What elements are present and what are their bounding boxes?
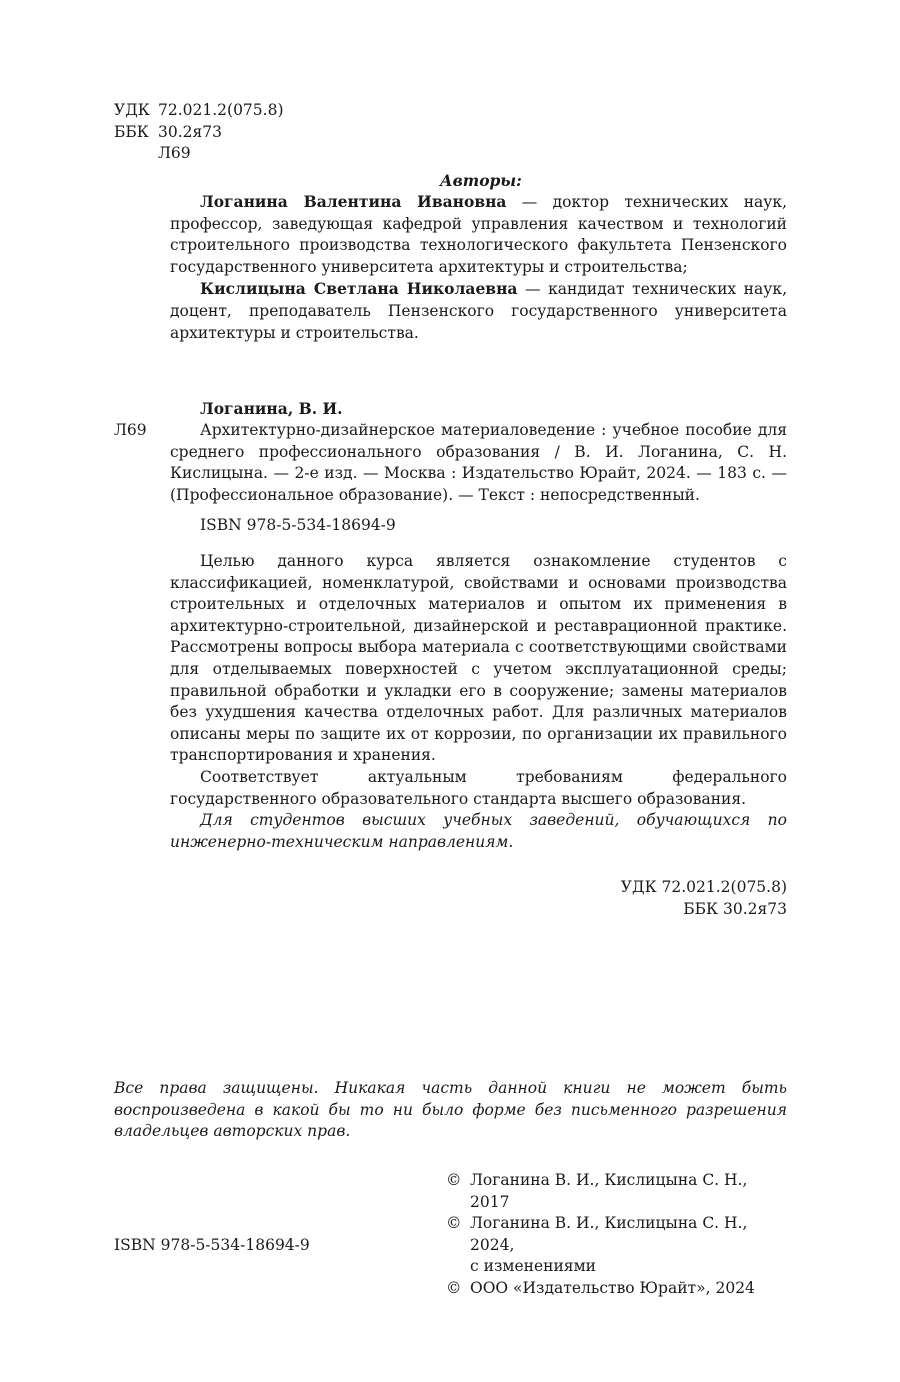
annotation [170,551,787,853]
classification-block [114,100,284,165]
udk-right: УДК 72.021.2(075.8) [620,878,787,896]
copyright-line [446,1278,787,1300]
copyright-line [446,1170,787,1213]
udk-value: 72.021.2(075.8) [158,101,284,119]
copyright-block [446,1170,787,1300]
bbk-label: ББК [114,122,149,141]
copyright-text: Логанина В. И., Кислицына С. Н., 2017 [470,1171,748,1211]
author-entry [170,191,787,278]
authors-title: Авторы: [440,171,522,190]
copyright-text: Логанина В. И., Кислицына С. Н., 2024, с изменениями [470,1214,748,1276]
bbk-right: ББК 30.2я73 [683,899,787,918]
bibliography-code: Л69 [114,421,147,439]
copyright-symbol: © [446,1214,462,1233]
bibliography-isbn: ISBN 978-5-534-18694-9 [200,516,396,534]
right-codes [621,877,787,920]
copyright-line [446,1213,787,1278]
authors-list [170,191,787,344]
copyright-symbol: © [446,1171,462,1189]
author-code: Л69 [158,144,191,163]
rights-notice: Все права защищены. Никакая часть данной книги не может быть воспроизведена в какой бы то ни было форме без письменного разрешения владельцев авторских прав. [114,1079,787,1141]
isbn-bottom: ISBN 978-5-534-18694-9 [114,1236,310,1254]
author-description: — доктор технических наук, профессор, заведующая кафедрой управления качеством и технологий строительного производства технологического факультета Пензенского государственного университета архитектуры и строительства; [170,193,787,276]
annotation-paragraph: Соответствует актуальным требованиям федерального государственного образовательного стандарта высшего образования. [170,767,787,808]
author-name: Кислицына Светлана Николаевна [200,279,518,299]
author-description: — кандидат технических наук, доцент, преподаватель Пензенского государственного университета архитектуры и строительства. [170,280,787,342]
udk-label: УДК [114,101,150,119]
bbk-row [114,122,284,144]
copyright-symbol: © [446,1278,462,1297]
bbk-value: 30.2я73 [158,122,223,141]
author-entry [170,278,787,344]
bibliography-author-heading: Логанина, В. И. [200,399,343,418]
annotation-paragraph: Целью данного курса является ознакомление студентов с классификацией, номенклатурой, свойствами и основами производства строительных и отделочных материалов и опытом их применения в архитектурно-строительной, дизайнерской и реставрационной практике. Рассмотрены вопросы выбора материала с соответствующими свойствами для отделываемых поверхностей с учетом эксплуатационной среды; правильной обработки и укладки его в сооружение; замены материалов без ухудшения качества отделочных работ. Для различных материалов описаны меры по защите их от коррозии, по организации их правильного транспортирования и хранения. [170,552,787,765]
bibliography-record: Архитектурно-дизайнерское материаловедение : учебное пособие для среднего профессионального образования / В. И. Логанина, С. Н. Кислицына. — 2-е изд. — Москва : Издательство Юрайт, 2024. — 183 с. — (Профессиональное образование). — Текст : непосредственный. [170,421,787,504]
udk-row [114,100,284,122]
author-name: Логанина Валентина Ивановна [200,192,507,211]
annotation-audience: Для студентов высших учебных заведений, обучающихся по инженерно-техническим направлениям. [170,811,787,851]
copyright-text: ООО «Издательство Юрайт», 2024 [470,1278,755,1297]
